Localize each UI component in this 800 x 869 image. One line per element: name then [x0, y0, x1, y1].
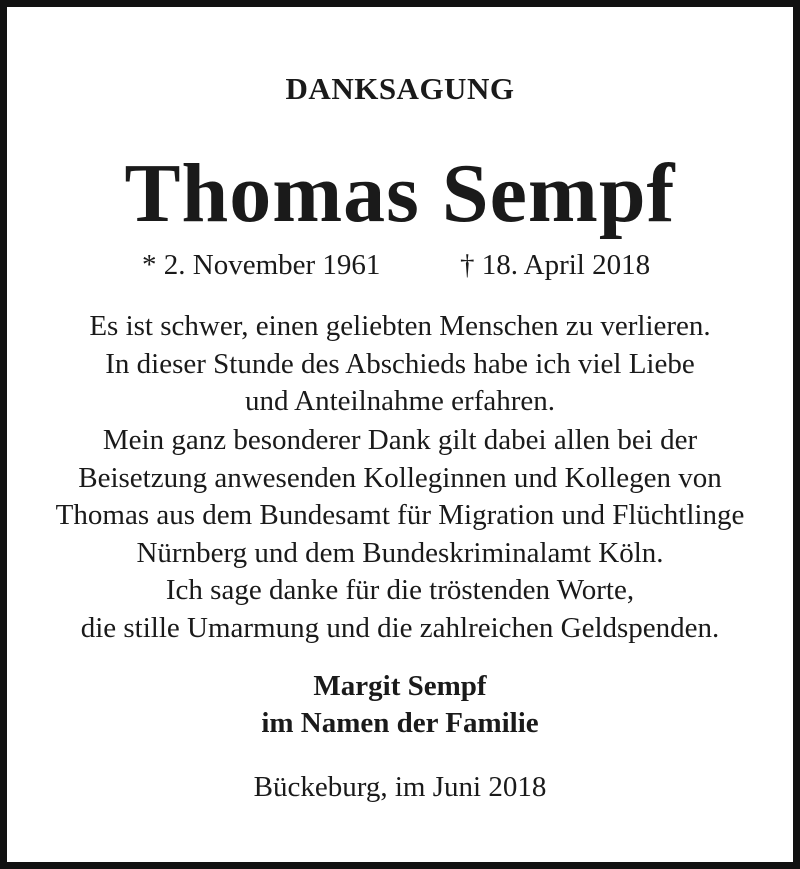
- text-line: Es ist schwer, einen geliebten Menschen zu verlieren.: [89, 310, 711, 342]
- text-line: und Anteilnahme erfahren.: [244, 385, 556, 417]
- text-line: Nürnberg und dem Bundeskriminalamt Köln.: [136, 536, 664, 569]
- signature-subtitle: im Namen der Familie: [261, 707, 539, 739]
- notice-heading: DANKSAGUNG: [285, 71, 515, 106]
- text-paragraph-2: [0, 422, 800, 647]
- text-line: die stille Umarmung und die zahlreichen Geldspenden.: [80, 611, 720, 644]
- text-line: In dieser Stunde des Abschieds habe ich viel Liebe: [105, 347, 695, 380]
- place-and-date: Bückeburg, im Juni 2018: [253, 771, 547, 803]
- signature-name: Margit Sempf: [313, 670, 487, 702]
- signature-block: [0, 668, 800, 742]
- text-line: Thomas aus dem Bundesamt für Migration und Flüchtlinge: [55, 499, 745, 531]
- death-date: † 18. April 2018: [460, 249, 651, 281]
- text-line: Ich sage danke für die tröstenden Worte,: [165, 574, 635, 606]
- text-paragraph-1: [0, 308, 800, 421]
- text-line: Mein ganz besonderer Dank gilt dabei allen bei der: [102, 424, 698, 456]
- deceased-name: Thomas Sempf: [124, 147, 676, 240]
- birth-date: * 2. November 1961: [142, 249, 381, 281]
- text-line: Beisetzung anwesenden Kolleginnen und Kollegen von: [78, 461, 722, 494]
